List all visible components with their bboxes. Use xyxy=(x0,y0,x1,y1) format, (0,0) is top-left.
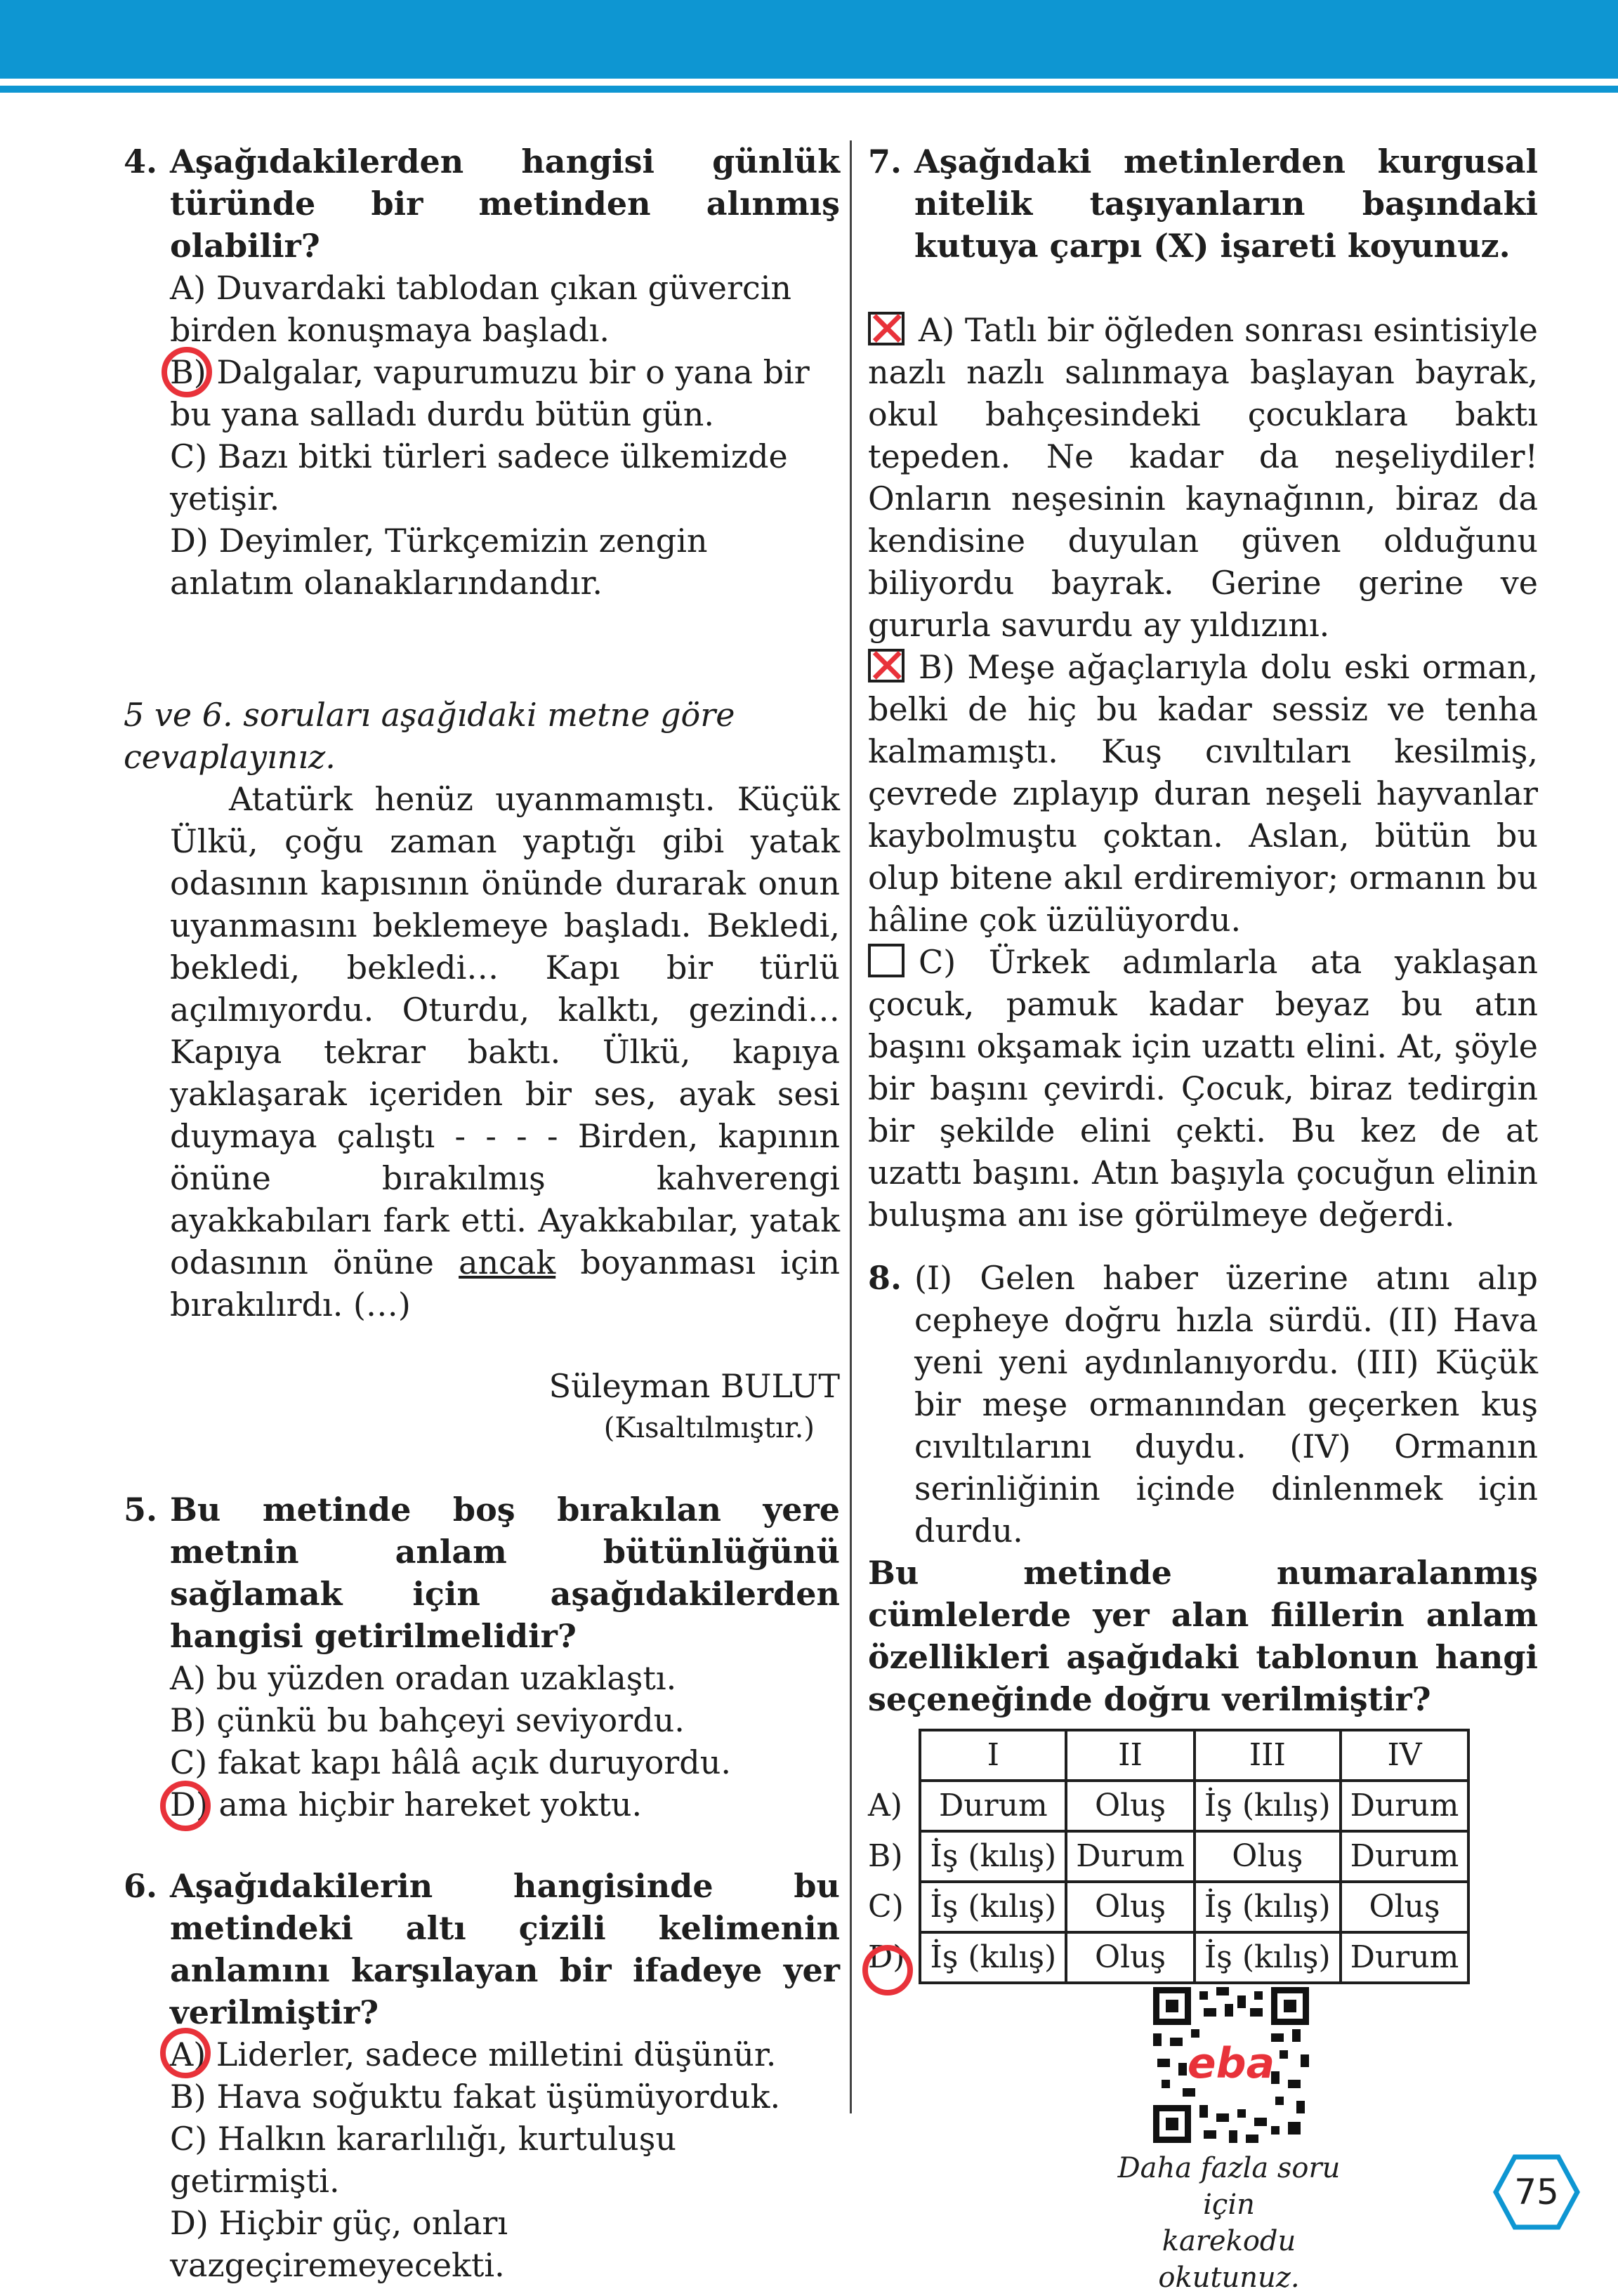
x-mark-icon: ✕ xyxy=(867,301,908,358)
header-rule xyxy=(0,86,1618,93)
option-a-text: A) Liderler, sadece milletini düşünür. xyxy=(170,2036,777,2073)
table-cell: Durum xyxy=(1066,1831,1195,1882)
option-d[interactable]: D) Hiçbir güç, onları vazgeçiremeyecekti. xyxy=(170,2204,508,2284)
option-b[interactable] xyxy=(170,351,840,435)
table-cell: Durum xyxy=(1341,1831,1469,1882)
passage-note: (Kısaltılmıştır.) xyxy=(603,1412,815,1444)
option-d-text: D) ama hiçbir hareket yoktu. xyxy=(170,1786,643,1823)
question-stem: Bu metinde boş bırakılan yere metnin anlam bütünlüğünü sağlamak için aşağıdakilerden hangisi getirilmelidir? xyxy=(170,1491,840,1655)
left-column xyxy=(124,140,840,2286)
table-cell: İş (kılış) xyxy=(1195,1932,1341,1983)
qr-code-icon[interactable] xyxy=(1153,1987,1309,2143)
answer-circle-mark xyxy=(162,347,212,397)
passage-text xyxy=(170,778,840,1326)
table-cell: Oluş xyxy=(1066,1781,1195,1831)
passage-author: Süleyman BULUT xyxy=(548,1367,840,1405)
question-stem: Aşağıdakilerin hangisinde bu metindeki altı çizili kelimenin anlamını karşılayan bir ifadeye yer verilmiştir? xyxy=(170,1867,840,2031)
qr-caption xyxy=(1096,2150,1362,2296)
page-number-badge xyxy=(1493,2154,1580,2230)
row-label: C) xyxy=(868,1889,904,1925)
table-header-row xyxy=(868,1730,1468,1781)
question-text: (I) Gelen haber üzerine atını alıp cepheye doğru hızla sürdü. (II) Hava yeni yeni aydınlanıyordu. (III) Küçük bir meşe ormanından geçerken kuş cıvıltılarını duydu. (IV) Ormanın serinliğinin içinde dinlenmek için durdu. xyxy=(914,1259,1538,1550)
q7-item-a xyxy=(867,301,1538,646)
passage xyxy=(124,694,840,1449)
answer-circle-mark xyxy=(862,1945,913,1995)
passage-intro: 5 ve 6. soruları aşağıdaki metne göre cevaplayınız. xyxy=(124,696,735,776)
option-a[interactable]: A) bu yüzden oradan uzaklaştı. xyxy=(170,1659,677,1697)
question-8 xyxy=(868,1257,1538,1552)
question-7 xyxy=(868,140,1538,267)
table-header: II xyxy=(1066,1730,1195,1781)
table-row[interactable] xyxy=(868,1781,1468,1831)
question-5 xyxy=(124,1489,840,1826)
checkbox-a[interactable] xyxy=(867,301,908,358)
option-d[interactable]: D) Deyimler, Türkçemizin zengin anlatım olanaklarındandır. xyxy=(170,522,708,602)
question-stem: Aşağıdakilerden hangisi günlük türünde bir metinden alınmış olabilir? xyxy=(170,143,840,265)
table-cell: İş (kılış) xyxy=(920,1882,1066,1932)
checkbox-c[interactable] xyxy=(868,944,905,977)
q7-item-b-text: B) Meşe ağaçlarıyla dolu eski orman, belki de hiç bu kadar sessiz ve tenha kalmamıştı. Kuş cıvıltıları kesilmiş, çevrede zıplayıp duran neşeli hayvanlar kaybolmuştu çoktan. Aslan, bütün bu olup bitene akıl erdiremiyor; ormanın bu hâline çok üzülüyordu. xyxy=(868,648,1538,939)
q7-item-b xyxy=(867,638,1538,941)
question-4 xyxy=(124,140,840,604)
qr-caption-line2: karekodu okutunuz. xyxy=(1158,2225,1300,2294)
question-number: 7. xyxy=(868,143,902,180)
q7-item-c xyxy=(868,941,1538,1236)
qr-caption-line1: Daha fazla soru için xyxy=(1117,2152,1341,2221)
table-cell: İş (kılış) xyxy=(1195,1882,1341,1932)
question-stem: Bu metinde numaralanmış cümlelerde yer alan fiillerin anlam özellikleri aşağıdaki tablonun hangi seçeneğinde doğru verilmiştir? xyxy=(868,1554,1538,1718)
table-cell: Durum xyxy=(1341,1781,1469,1831)
table-corner xyxy=(868,1730,920,1781)
table-cell: Durum xyxy=(1341,1932,1469,1983)
option-b-text: B) Dalgalar, vapurumuzu bir o yana bir bu yana salladı durdu bütün gün. xyxy=(170,353,810,433)
table-cell: Durum xyxy=(920,1781,1066,1831)
x-mark-icon: ✕ xyxy=(867,638,908,695)
eba-logo: eba xyxy=(1187,2039,1275,2088)
passage-text-before: Atatürk henüz uyanmamıştı. Küçük Ülkü, çoğu zaman yaptığı gibi yatak odasının kapısının önünde durarak onun uyanmasını beklemeye başladı. Bekledi, bekledi, bekledi… Kapı bir türlü açılmıyordu. Oturdu, kalktı, gezindi… Kapıya tekrar baktı. Ülkü, kapıya yaklaşarak içeriden bir ses, ayak sesi duymaya çalıştı - - - - Birden, kapının önüne bırakılmış kahverengi ayakkabıları fark etti. Ayakkabılar, yatak odasının önüne xyxy=(170,780,840,1281)
table-header: IV xyxy=(1341,1730,1469,1781)
header-bar xyxy=(0,0,1618,79)
underlined-word: ancak xyxy=(459,1243,556,1281)
passage-text-after: boyanması için bırakılırdı. (…) xyxy=(170,1243,840,1324)
table-row[interactable] xyxy=(868,1882,1468,1932)
row-label: B) xyxy=(868,1838,903,1874)
table-cell: İş (kılış) xyxy=(920,1932,1066,1983)
table-cell: Oluş xyxy=(1195,1831,1341,1882)
option-a[interactable]: A) Duvardaki tablodan çıkan güvercin birden konuşmaya başladı. xyxy=(170,269,792,349)
answer-circle-mark xyxy=(160,2028,211,2078)
table-cell: İş (kılış) xyxy=(920,1831,1066,1882)
question-number: 8. xyxy=(868,1259,902,1297)
question-6 xyxy=(124,1865,840,2286)
option-c[interactable]: C) Halkın kararlılığı, kurtuluşu getirmişti. xyxy=(170,2120,676,2200)
question-stem: Aşağıdaki metinlerden kurgusal nitelik taşıyanların başındaki kutuya çarpı (X) işareti koyunuz. xyxy=(914,143,1538,265)
right-column xyxy=(868,140,1538,1984)
option-c[interactable]: C) Bazı bitki türleri sadece ülkemizde yetişir. xyxy=(170,437,788,517)
table-header: III xyxy=(1195,1730,1341,1781)
question-number: 6. xyxy=(124,1867,158,1905)
question-number: 4. xyxy=(124,143,158,180)
option-c[interactable]: C) fakat kapı hâlâ açık duruyordu. xyxy=(170,1743,731,1781)
table-cell: Oluş xyxy=(1066,1932,1195,1983)
answer-table xyxy=(868,1729,1470,1984)
table-cell: Oluş xyxy=(1341,1882,1469,1932)
question-number: 5. xyxy=(124,1491,158,1529)
table-cell: Oluş xyxy=(1066,1882,1195,1932)
checkbox-b[interactable] xyxy=(867,638,908,695)
option-d[interactable] xyxy=(170,1783,840,1826)
table-header: I xyxy=(920,1730,1066,1781)
option-b[interactable]: B) Hava soğuktu fakat üşümüyorduk. xyxy=(170,2078,781,2116)
column-divider xyxy=(850,140,852,2113)
table-cell: İş (kılış) xyxy=(1195,1781,1341,1831)
q7-item-a-text: A) Tatlı bir öğleden sonrası esintisiyle nazlı nazlı salınmaya başlayan bayrak, okul bahçesindeki çocuklara baktı tepeden. Ne kadar da neşeliydiler! Onların neşesinin kaynağının, biraz da kendisine duyulan güven olduğunu biliyordu bayrak. Gerine gerine ve gururla savurdu ay yıldızını. xyxy=(868,311,1538,644)
table-row[interactable] xyxy=(868,1932,1468,1983)
q7-item-c-text: C) Ürkek adımlarla ata yaklaşan çocuk, pamuk kadar beyaz bu atın başını okşamak için uzattı elini. At, şöyle bir başını çevirdi. Çocuk, biraz tedirgin bir şekilde elini çekti. Bu kez de at uzattı başını. Atın başıyla çocuğun elinin buluşma anı ise görülmeye değerdi. xyxy=(868,943,1538,1234)
row-label-text: D) xyxy=(868,1939,905,1975)
table-row[interactable] xyxy=(868,1831,1468,1882)
row-label: A) xyxy=(868,1788,902,1823)
option-b[interactable]: B) çünkü bu bahçeyi seviyordu. xyxy=(170,1701,685,1739)
option-a[interactable] xyxy=(170,2033,840,2076)
row-label xyxy=(868,1932,920,1983)
page-number: 75 xyxy=(1514,2172,1559,2212)
answer-circle-mark xyxy=(160,1781,211,1831)
